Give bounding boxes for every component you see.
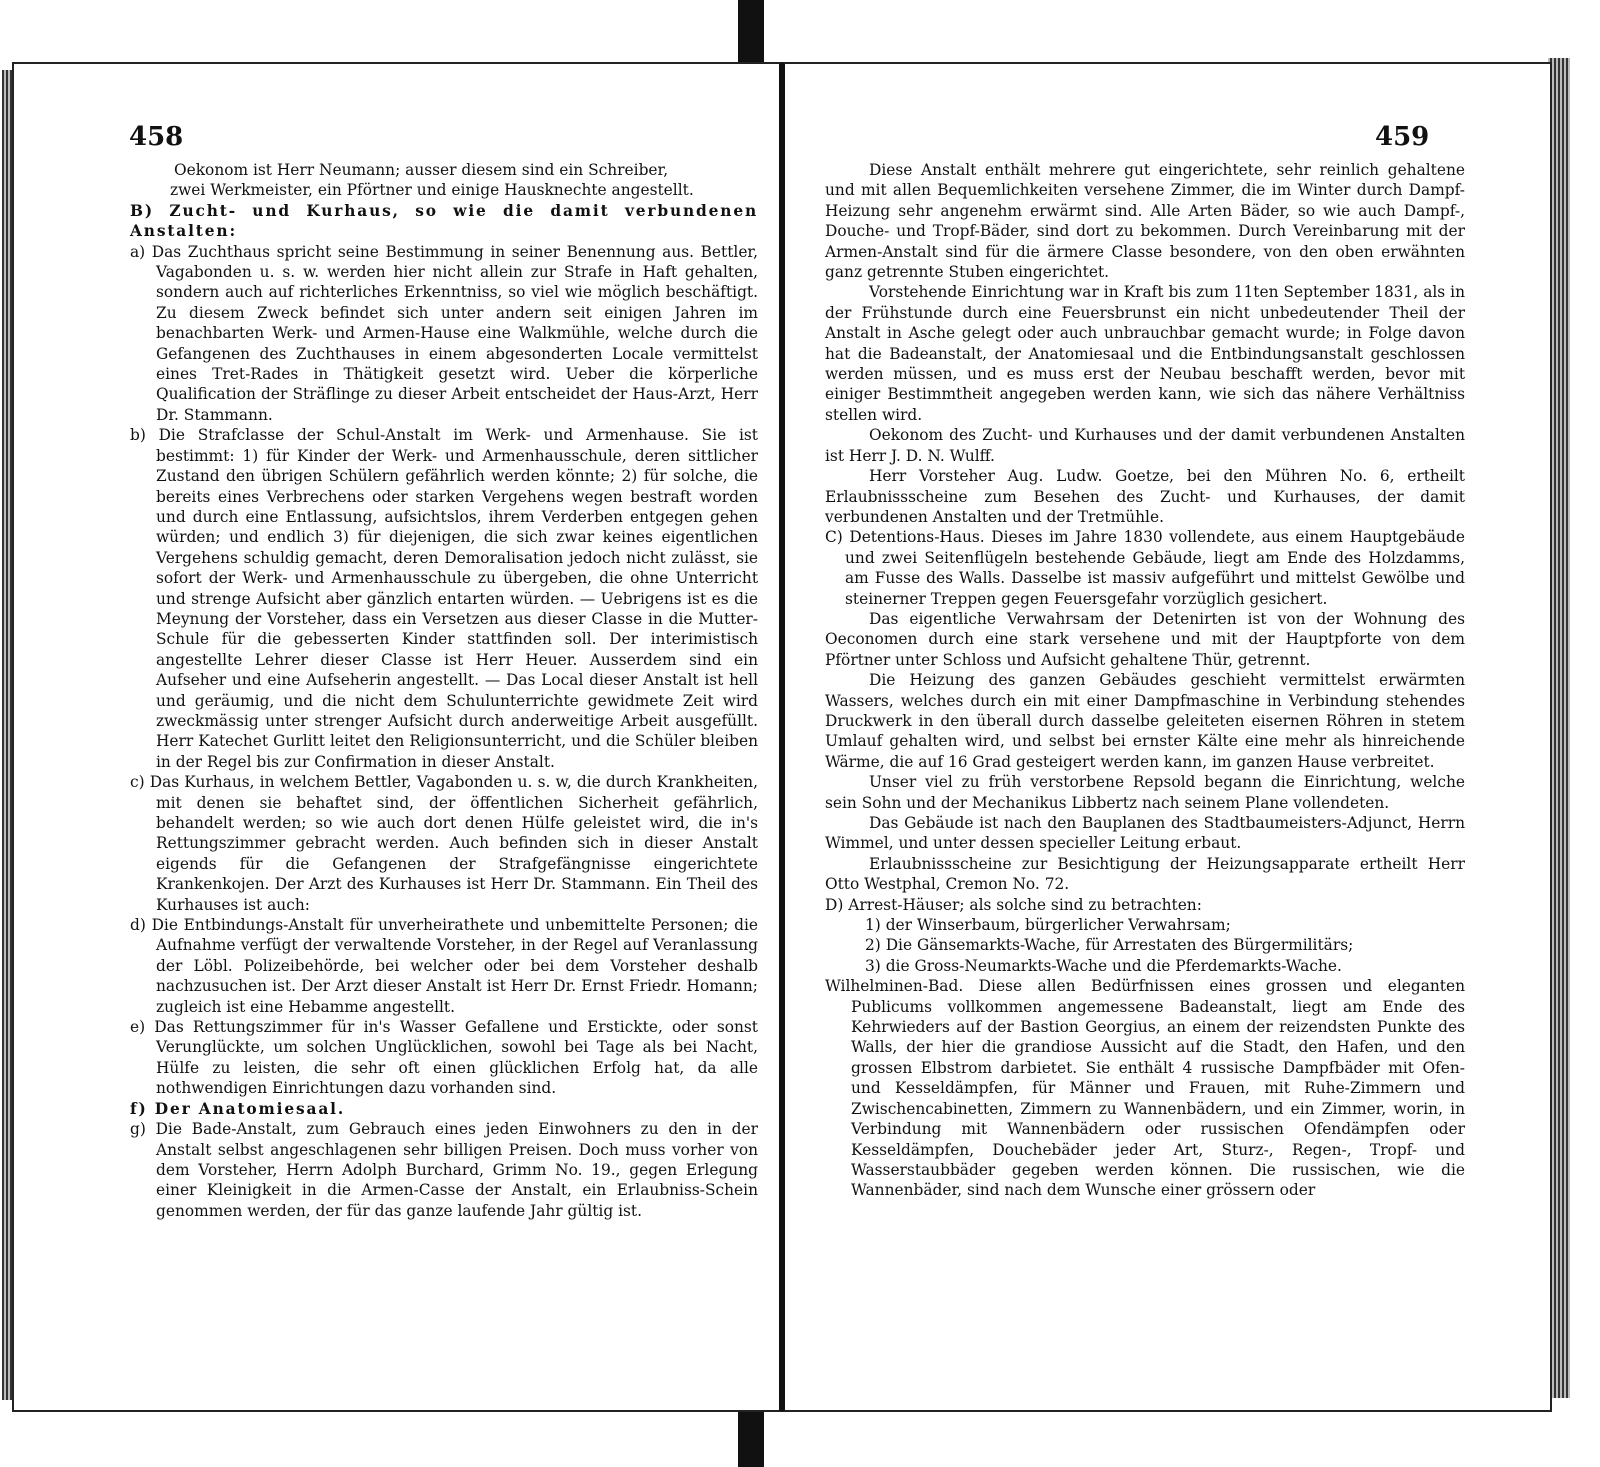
- list-item: 2) Die Gänsemarkts-Wache, für Arrestaten des Bürgermilitärs;: [865, 936, 1354, 955]
- paragraph: b) Die Strafclasse der Schul-Anstalt im Werk- und Armenhause. Sie ist bestimmt: 1) für Kinder der Werk- und Armenhausschule, deren sittlicher Zustand den übrigen Schülern gefährlich werden könnte; 2) für solche, die bereits eines Verbrechens oder starken Vergehens wegen bestraft worden und durch eine Entlassung, aufsichtslos, ihrem Verderben entgegen gehen würden; und endlich 3) für diejenigen, die sich zwar keines eigentlichen Vergehens schuldig gemacht, deren Demoralisation jedoch nicht zulässt, sie sofort der Werk- und Armenhausschule zu übergeben, die ohne Unterricht und strenge Aufsicht aber gänzlich entarten würden. — Uebrigens ist es die Meynung der Vorsteher, dass ein Versetzen aus dieser Classe in die Mutter-Schule für die gebesserten Kinder stattfinden soll. Der interimistisch angestellte Lehrer dieser Classe ist Herr Heuer. Ausserdem sind ein Aufseher und eine Aufseherin angestellt. — Das Local dieser Anstalt ist hell und geräumig, und die nicht dem Schulunterrichte gewidmete Zeit wird zweckmässig unter strenger Aufsicht durch anderweitige Arbeit ausgefüllt. Herr Katechet Gurlitt leitet den Religionsunterricht, und die Schüler bleiben in der Regel bis zur Confirmation in dieser Anstalt.: [130, 426, 758, 771]
- paragraph: g) Die Bade-Anstalt, zum Gebrauch eines jeden Einwohners zu den in der Anstalt selbst angeschlagenen sehr billigen Preisen. Doch muss vorher von dem Vorsteher, Herrn Adolph Burchard, Grimm No. 19., gegen Erlegung einer Kleinigkeit in die Armen-Casse der Anstalt, ein Erlaubniss-Schein genommen werden, der für das ganze laufende Jahr gültig ist.: [130, 1120, 758, 1220]
- paragraph: c) Das Kurhaus, in welchem Bettler, Vagabonden u. s. w, die durch Krankheiten, mit denen sie behaftet sind, der öffentlichen Sicherheit gefährlich, behandelt werden; so wie auch dort denen Hülfe geleistet wird, die in's Rettungszimmer gebracht werden. Auch befinden sich in dieser Anstalt eigends für die Gefangenen der Strafgefängnisse eingerichtete Krankenkojen. Der Arzt des Kurhauses ist Herr Dr. Stammann. Ein Theil des Kurhauses ist auch:: [130, 773, 758, 914]
- page-number: 458: [129, 122, 184, 152]
- list-item: 1) der Winserbaum, bürgerlicher Verwahrsam;: [865, 916, 1231, 935]
- page-text: [130, 160, 758, 1221]
- right-page: [782, 62, 1552, 1412]
- paragraph: Herr Vorsteher Aug. Ludw. Goetze, bei den Mühren No. 6, ertheilt Erlaubnissscheine zum Besehen des Zucht- und Kurhauses, der damit verbundenen Anstalten und der Tretmühle.: [825, 467, 1465, 526]
- paragraph: Diese Anstalt enthält mehrere gut eingerichtete, sehr reinlich gehaltene und mit allen Bequemlichkeiten versehene Zimmer, die im Winter durch Dampf-Heizung sehr angenehm erwärmt sind. Alle Arten Bäder, so wie auch Dampf-, Douche- und Tropf-Bäder, sind dort zu bekommen. Durch Vereinbarung mit der Armen-Anstalt sind für die ärmere Classe besondere, von den oben erwähnten ganz getrennte Stuben eingerichtet.: [825, 161, 1465, 282]
- paragraph: d) Die Entbindungs-Anstalt für unverheirathete und unbemittelte Personen; die Aufnahme verfügt der verwaltende Vorsteher, in der Regel auf Veranlassung der Löbl. Polizeibehörde, bei welcher oder bei dem Vorsteher deshalb nachzusuchen ist. Der Arzt dieser Anstalt ist Herr Dr. Ernst Friedr. Homann; zugleich ist eine Hebamme angestellt.: [130, 916, 758, 1016]
- paragraph: D) Arrest-Häuser; als solche sind zu betrachten:: [825, 895, 1202, 914]
- paragraph: Das Gebäude ist nach den Bauplanen des Stadtbaumeisters-Adjunct, Herrn Wimmel, und unter dessen specieller Leitung erbaut.: [825, 814, 1465, 853]
- section-heading: B) Zucht- und Kurhaus, so wie die damit verbundenen Anstalten:: [130, 201, 758, 241]
- paragraph: Wilhelminen-Bad. Diese allen Bedürfnissen eines grossen und eleganten Publicums vollkommen angemessene Badeanstalt, liegt am Ende des Kehrwieders auf der Bastion Georgius, an einem der reizendsten Punkte des Walls, der hier die grandiose Aussicht auf die Stadt, den Hafen, und den grossen Elbstrom darbietet. Sie enthält 4 russische Dampfbäder mit Ofen- und Kesseldämpfen, für Männer und Frauen, mit Ruhe-Zimmern und Zwischencabinetten, Zimmern zu Wannenbädern, und ein Zimmer, worin, in Verbindung mit Wannenbädern oder russischen Ofendämpfen oder Kesseldämpfen, Douchebäder jeder Art, Sturz-, Regen-, Tropf- und Wasserstaubbäder gegeben werden können. Die russischen, wie die Wannenbäder, sind nach dem Wunsche einer grössern oder: [825, 977, 1465, 1200]
- paragraph: Die Heizung des ganzen Gebäudes geschieht vermittelst erwärmten Wassers, welches durch ein mit einer Dampfmaschine in Verbindung stehendes Druckwerk in den überall durch dasselbe geleiteten eisernen Röhren in stetem Umlauf gehalten wird, und selbst bei ernster Kälte eine mehr als hinreichende Wärme, die auf 16 Grad gesteigert werden kann, im ganzen Hause verbreitet.: [825, 671, 1465, 771]
- paragraph: f) Der Anatomiesaal.: [130, 1099, 346, 1118]
- paragraph: a) Das Zuchthaus spricht seine Bestimmung in seiner Benennung aus. Bettler, Vagabonden u. s. w. werden hier nicht allein zur Strafe in Haft gehalten, sondern auch auf richterliches Erkenntniss, so viel wie möglich beschäftigt. Zu diesem Zweck befindet sich unter andern seit einigen Jahren im benachbarten Werk- und Armen-Hause eine Walkmühle, welche durch die Gefangenen des Zuchthauses in einem abgesonderten Locale vermittelst eines Tret-Rades in Thätigkeit gesetzt wird. Ueber die körperliche Qualification der Sträflinge zu dieser Arbeit entscheidet der Haus-Arzt, Herr Dr. Stammann.: [130, 242, 758, 424]
- paragraph: e) Das Rettungszimmer für in's Wasser Gefallene und Erstickte, oder sonst Verunglückte, um solchen Unglücklichen, sowohl bei Tage als bei Nacht, Hülfe zu leisten, die sehr oft einen glücklichen Erfolg hat, da alle nothwendigen Einrichtungen dazu vorhanden sind.: [130, 1018, 758, 1098]
- text-line: zwei Werkmeister, ein Pförtner und einige Hausknechte angestellt.: [170, 181, 694, 200]
- list-item: 3) die Gross-Neumarkts-Wache und die Pferdemarkts-Wache.: [865, 956, 1342, 975]
- text-line: Oekonom ist Herr Neumann; ausser diesem sind ein Schreiber,: [174, 161, 669, 179]
- paragraph: Unser viel zu früh verstorbene Repsold begann die Einrichtung, welche sein Sohn und der Mechanikus Libbertz nach seinem Plane vollendeten.: [825, 773, 1465, 812]
- left-page: [12, 62, 782, 1412]
- page-text: [825, 160, 1465, 1201]
- paragraph: C) Detentions-Haus. Dieses im Jahre 1830 vollendete, aus einem Hauptgebäude und zwei Seitenflügeln bestehende Gebäude, liegt am Ende des Holzdamms, am Fusse des Walls. Dasselbe ist massiv aufgeführt und mittelst Gewölbe und steinerner Treppen gegen Feuersgefahr vorzüglich gesichert.: [825, 528, 1465, 608]
- spine-top: [738, 0, 764, 70]
- paragraph: Das eigentliche Verwahrsam der Detenirten ist von der Wohnung des Oeconomen durch eine stark versehene und mit der Hauptpforte von dem Pförtner unter Schloss und Aufsicht gehaltene Thür, getrennt.: [825, 609, 1465, 669]
- paragraph: Erlaubnissscheine zur Besichtigung der Heizungsapparate ertheilt Herr Otto Westphal, Cremon No. 72.: [825, 854, 1465, 894]
- page-number: 459: [1375, 122, 1430, 152]
- paragraph: Oekonom des Zucht- und Kurhauses und der damit verbundenen Anstalten ist Herr J. D. N. Wulff.: [825, 426, 1465, 465]
- paragraph: Vorstehende Einrichtung war in Kraft bis zum 11ten September 1831, als in der Frühstunde durch eine Feuersbrunst ein nicht unbedeutender Theil der Anstalt in Asche gelegt oder auch unbrauchbar gemacht wurde; in Folge davon hat die Badeanstalt, der Anatomiesaal und die Entbindungsanstalt geschlossen werden müssen, und es muss erst der Neubau beschafft werden, bevor mit einiger Bestimmtheit angegeben werden kann, wie sich das nähere Verhältniss stellen wird.: [825, 283, 1465, 424]
